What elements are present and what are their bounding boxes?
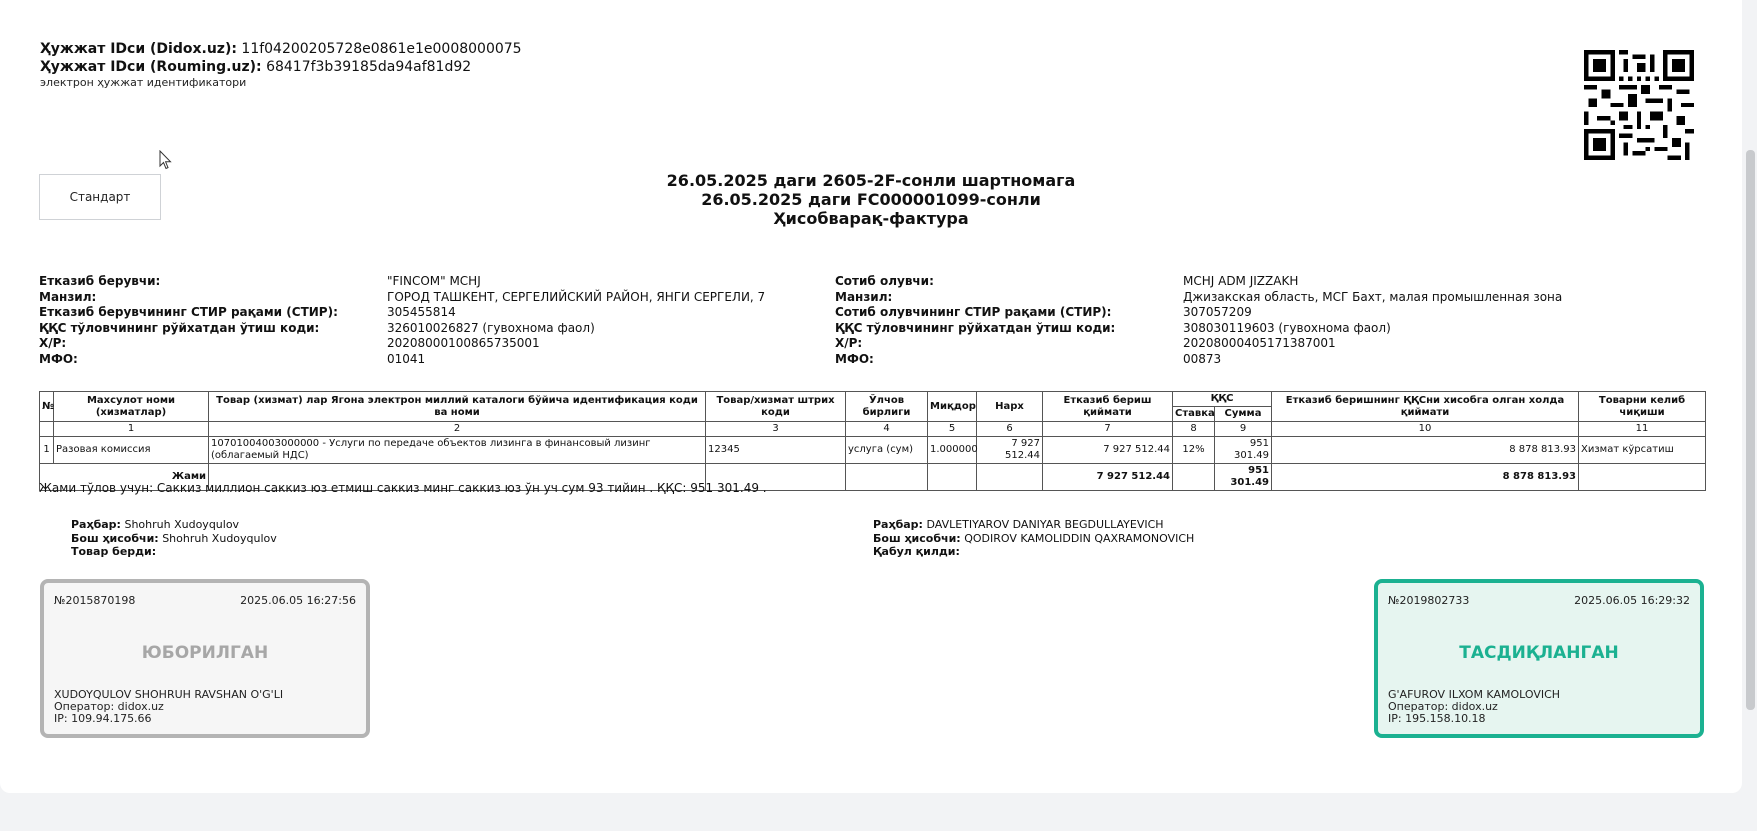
seller-tin-row: Етказиб берувчининг СТИР рақами (СТИР): 305455814 xyxy=(39,305,456,319)
rouming-id: Ҳужжат IDси (Rouming.uz): 68417f3b39185da94af81d92 xyxy=(40,59,472,75)
seller-address-row: Манзил: ГОРОД ТАШКЕНТ, СЕРГЕЛИЙСКИЙ РАЙОН, ЯНГИ СЕРГЕЛИ, 7 xyxy=(39,289,766,304)
title-number-line: 26.05.2025 даги FC000001099-сонли xyxy=(701,190,1041,209)
header-name: Махсулот номи (хизматлар) xyxy=(54,392,209,422)
buyer-tin-row: Сотиб олувчининг СТИР рақами (СТИР): 307057209 xyxy=(835,305,1252,319)
sent-stamp xyxy=(40,579,370,738)
invoice-title xyxy=(0,171,1742,228)
buyer-mfo-row: МФО: 00873 xyxy=(835,351,1222,366)
index-cell: 11 xyxy=(1579,422,1706,437)
index-cell: 2 xyxy=(209,422,706,437)
index-cell: 3 xyxy=(706,422,846,437)
index-cell: 9 xyxy=(1215,422,1272,437)
header-origin: Товарни келиб чиқиши xyxy=(1579,392,1706,422)
cell-vat-sum: 951 301.49 xyxy=(1215,437,1272,464)
amount-in-words: Жами тўлов учун: Саккиз миллион саккиз юз етмиш саккиз минг саккиз юз ўн уч сум 93 тийин . ҚҚС: 951 301.49 . xyxy=(39,481,767,495)
scrollbar-thumb[interactable] xyxy=(1746,150,1755,710)
seller-accountant: Бош ҳисобчи: Shohruh Xudoyqulov xyxy=(71,531,277,545)
header-vat: ҚҚС xyxy=(1173,392,1272,407)
total-label: Жами xyxy=(40,464,209,491)
buyer-address-row: Манзил: Джизакская область, МСГ Бахт, малая промышленная зона xyxy=(835,289,1563,304)
sent-stamp-status: ЮБОРИЛГАН xyxy=(141,643,269,663)
items-table xyxy=(39,391,1706,491)
buyer-name-row: Сотиб олувчи: MCHJ ADM JIZZAKH xyxy=(835,274,1299,288)
cell-catalog: 10701004003000000 - Услуги по передаче объектов лизинга в финансовый лизинг (облагаемый НДС) xyxy=(209,437,706,464)
header-barcode: Товар/хизмат штрих коди xyxy=(706,392,846,422)
table-header-row xyxy=(40,392,1706,407)
seller-mfo-row: МФО: 01041 xyxy=(39,351,426,366)
qr-code-icon xyxy=(1584,50,1694,160)
header-vat-sum: Сумма xyxy=(1215,407,1272,422)
header-total-with-vat: Етказиб беришнинг ҚҚСни хисобга олган холда қиймати xyxy=(1272,392,1579,422)
cell-barcode: 12345 xyxy=(706,437,846,464)
seller-account-row: Х/Р: 20208000100865735001 xyxy=(39,336,540,350)
sent-stamp-footer xyxy=(54,689,283,725)
approved-stamp-footer xyxy=(1388,689,1560,725)
buyer-details xyxy=(835,274,1562,367)
header-qty: Миқдор xyxy=(928,392,977,422)
header-price: Нарх xyxy=(977,392,1043,422)
cell-vat-rate: 12% xyxy=(1173,437,1215,464)
title-contract-line: 26.05.2025 даги 2605-2F-сонли шартномага xyxy=(666,171,1076,190)
cell-cost: 7 927 512.44 xyxy=(1043,437,1173,464)
header-catalog: Товар (хизмат) лар Ягона электрон миллий каталоги бўйича идентификация коди ва номи xyxy=(209,392,706,422)
mouse-cursor-icon xyxy=(159,150,173,170)
sent-stamp-signer: XUDOYQULOV SHOHRUH RAVSHAN O'G'LI xyxy=(54,688,284,701)
approved-stamp-status: ТАСДИҚЛАНГАН xyxy=(1459,643,1619,663)
didox-id: Ҳужжат IDси (Didox.uz): 11f04200205728e0861e1e0008000075 xyxy=(40,41,522,57)
seller-details xyxy=(39,274,765,367)
index-cell: 7 xyxy=(1043,422,1173,437)
cell-origin: Хизмат кўрсатиш xyxy=(1579,437,1706,464)
cell-no: 1 xyxy=(40,437,54,464)
cell-qty: 1.000000 xyxy=(928,437,977,464)
header-cost: Етказиб бериш қиймати xyxy=(1043,392,1173,422)
approved-stamp-operator: Оператор: didox.uz xyxy=(1388,700,1498,713)
approved-stamp xyxy=(1374,579,1704,738)
approved-stamp-datetime: 2025.06.05 16:29:32 xyxy=(1574,594,1690,607)
header-vat-rate: Ставка xyxy=(1173,407,1215,422)
buyer-vat-code-row: ҚҚС тўловчининг рўйхатдан ўтиш коди: 308030119603 (гувохнома фаол) xyxy=(835,320,1391,335)
title-doc-type: Ҳисобварақ-фактура xyxy=(773,209,969,228)
standard-button[interactable]: Стандарт xyxy=(39,174,161,220)
approved-stamp-signer: G'AFUROV ILXOM KAMOLOVICH xyxy=(1388,688,1561,701)
buyer-accountant: Бош ҳисобчи: QODIROV KAMOLIDDIN QAXRAMONOVICH xyxy=(873,531,1195,545)
cell-name: Разовая комиссия xyxy=(54,437,209,464)
cell-unit: услуга (сум) xyxy=(846,437,928,464)
document-ids xyxy=(40,40,522,90)
sent-stamp-datetime: 2025.06.05 16:27:56 xyxy=(240,594,356,607)
buyer-account-row: Х/Р: 20208000405171387001 xyxy=(835,336,1336,350)
buyer-signers xyxy=(873,518,1194,559)
index-cell: 4 xyxy=(846,422,928,437)
seller-name-row: Етказиб берувчи: "FINCOM" MCHJ xyxy=(39,274,481,288)
seller-head: Раҳбар: Shohruh Xudoyqulov xyxy=(71,518,240,531)
seller-vat-code-row: ҚҚС тўловчининг рўйхатдан ўтиш коди: 326010026827 (гувохнома фаол) xyxy=(39,320,595,335)
index-cell: 6 xyxy=(977,422,1043,437)
approved-stamp-number: №2019802733 xyxy=(1388,594,1470,607)
seller-signers xyxy=(71,518,277,559)
table-index-row xyxy=(40,422,1706,437)
buyer-head: Раҳбар: DAVLETIYAROV DANIYAR BEGDULLAYEVICH xyxy=(873,518,1164,531)
goods-received: Қабул қилди: xyxy=(873,545,960,558)
approved-stamp-ip: IP: 195.158.10.18 xyxy=(1388,712,1486,725)
index-cell: 1 xyxy=(54,422,209,437)
index-cell: 8 xyxy=(1173,422,1215,437)
sent-stamp-number: №2015870198 xyxy=(54,594,136,607)
id-caption: электрон ҳужжат идентификатори xyxy=(40,76,247,89)
cell-total-with-vat: 8 878 813.93 xyxy=(1272,437,1579,464)
total-cost: 7 927 512.44 xyxy=(1043,464,1173,491)
index-cell: 10 xyxy=(1272,422,1579,437)
sent-stamp-operator: Оператор: didox.uz xyxy=(54,700,164,713)
table-row xyxy=(40,437,1706,464)
index-cell: 5 xyxy=(928,422,977,437)
goods-released: Товар берди: xyxy=(71,545,157,558)
header-no: № xyxy=(40,392,54,422)
total-vat-sum: 951 301.49 xyxy=(1215,464,1272,491)
header-unit: Ўлчов бирлиги xyxy=(846,392,928,422)
total-with-vat: 8 878 813.93 xyxy=(1272,464,1579,491)
sent-stamp-ip: IP: 109.94.175.66 xyxy=(54,712,152,725)
cell-price: 7 927 512.44 xyxy=(977,437,1043,464)
